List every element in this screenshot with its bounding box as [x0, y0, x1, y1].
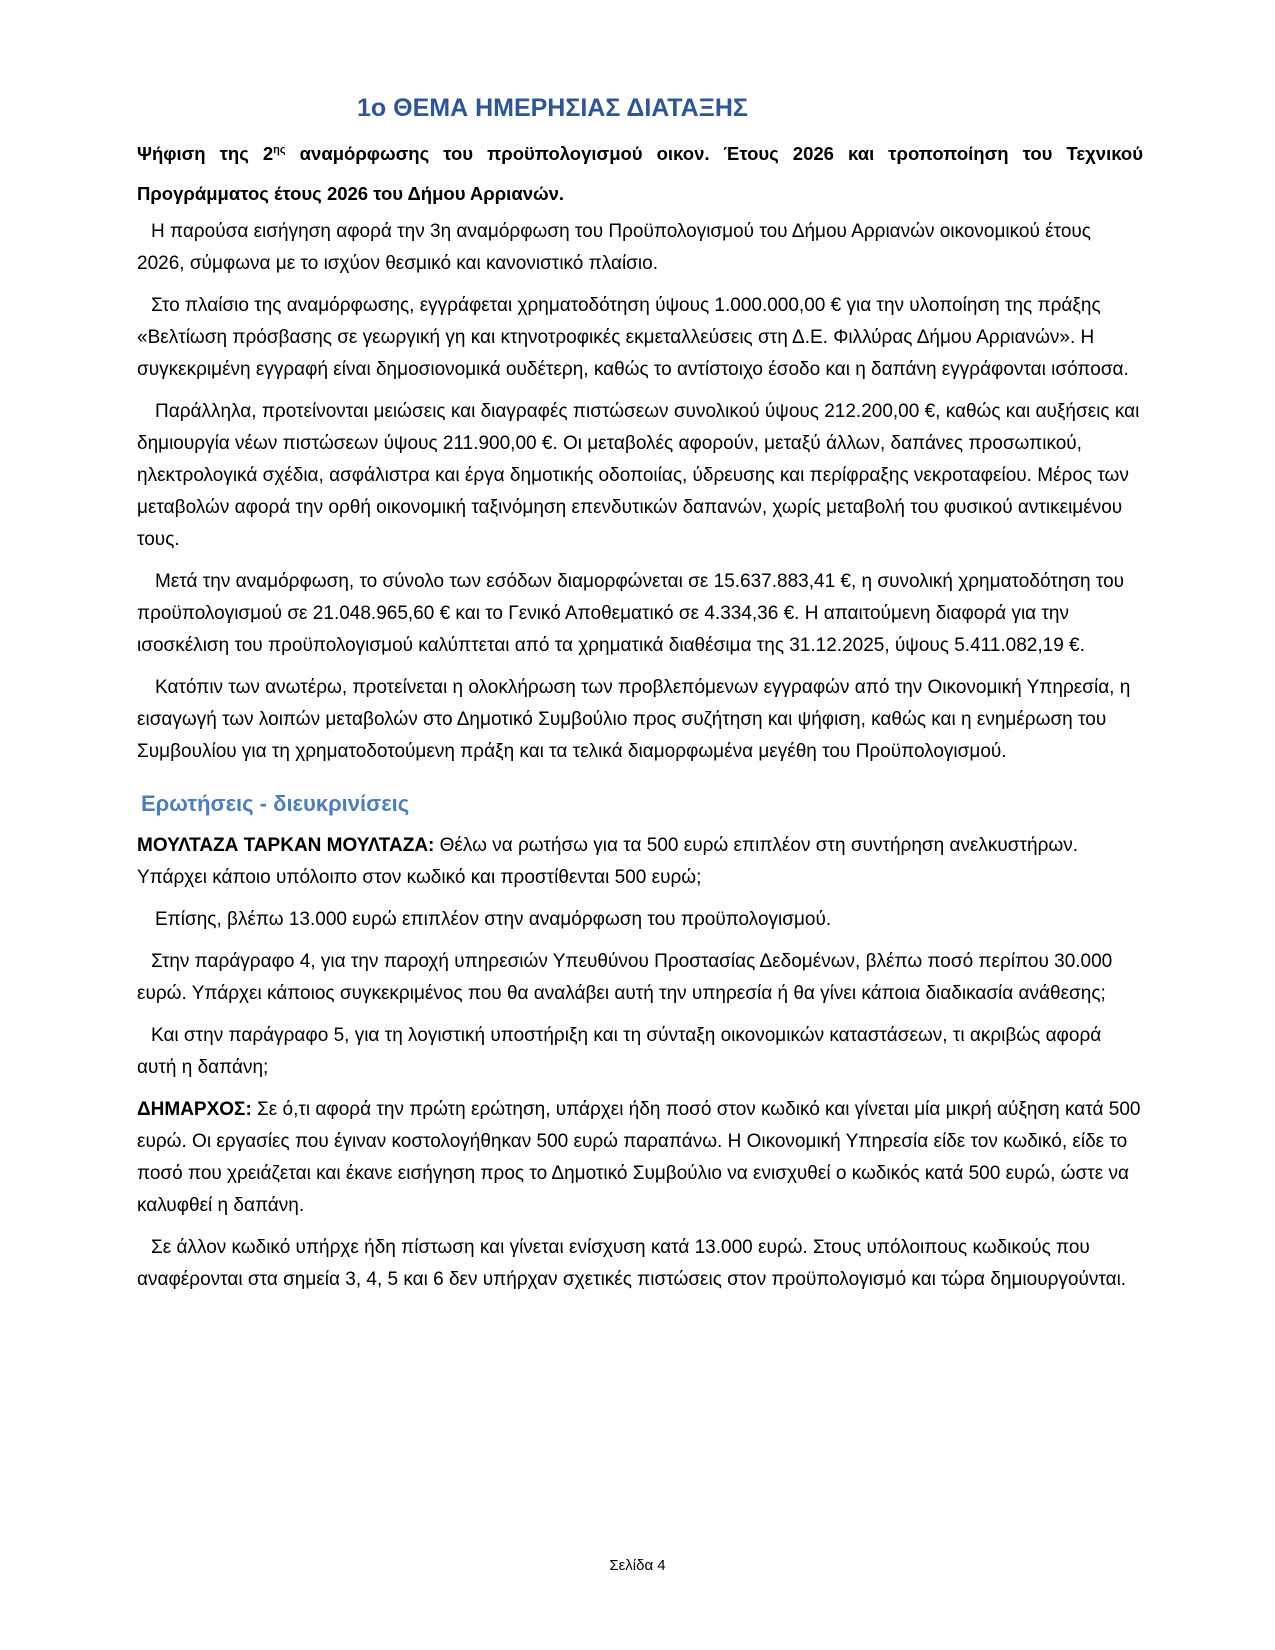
section-title: Ερωτήσεις - διευκρινίσεις	[141, 791, 410, 816]
qa-text: Επίσης, βλέπω 13.000 ευρώ επιπλέον στην αναμόρφωση του προϋπολογισμού.	[155, 909, 832, 930]
paragraph: Μετά την αναμόρφωση, το σύνολο των εσόδων διαμορφώνεται σε 15.637.883,41 €, η συνολική χρηματοδότηση του προϋπολογισμού σε 21.048.965,60 € και το Γενικό Αποθεματικό σε 4.334,36 €. Η απαιτούμενη διαφορά για την ισοσκέλιση του προϋπολογισμού καλύπτεται από τα χρηματικά διαθέσιμα της 31.12.2025, ύψους 5.411.082,19 €.	[137, 571, 1125, 656]
qa-text: Σε άλλον κωδικό υπήρχε ήδη πίστωση και γίνεται ενίσχυση κατά 13.000 ευρώ. Στους υπόλοιπους κωδικούς που αναφέρονται στα σημεία 3, 4, 5 και 6 δεν υπήρχαν σχετικές πιστώσεις στον προϋπολογισμό και τώρα δημιουργούνται.	[137, 1237, 1127, 1290]
subject-rest: αναμόρφωσης του προϋπολογισμού οικον. Έτους 2026 και τροποποίηση του Τεχνικού Προγράμματος έτους 2026 του Δήμου Αρριανών.	[137, 143, 1143, 204]
paragraph: Κατόπιν των ανωτέρω, προτείνεται η ολοκλήρωση των προβλεπόμενων εγγραφών από την Οικονομική Υπηρεσία, η εισαγωγή των λοιπών μεταβολών στο Δημοτικό Συμβούλιο προς συζήτηση και ψήφιση, καθώς και η ενημέρωση του Συμβουλίου για τη χρηματοδοτούμενη πράξη και τα τελικά διαμορφωμένα μεγέθη του Προϋπολογισμού.	[137, 677, 1131, 762]
paragraph: Η παρούσα εισήγηση αφορά την 3η αναμόρφωση του Προϋπολογισμού του Δήμου Αρριανών οικονομικού έτους 2026, σύμφωνα με το ισχύον θεσμικό και κανονιστικό πλαίσιο.	[137, 221, 1091, 274]
agenda-subject	[137, 134, 1143, 214]
agenda-heading: 1ο ΘΕΜΑ ΗΜΕΡΗΣΙΑΣ ΔΙΑΤΑΞΗΣ	[357, 94, 748, 122]
subject-superscript: ης	[273, 143, 286, 156]
page-number: Σελίδα 4	[609, 1557, 666, 1574]
qa-paragraph	[137, 946, 1143, 1010]
document-page	[137, 88, 1143, 1306]
qa-text: Και στην παράγραφο 5, για τη λογιστική υποστήριξη και τη σύνταξη οικονομικών καταστάσεων, τι ακριβώς αφορά αυτή η δαπάνη;	[137, 1025, 1102, 1078]
paragraph: Παράλληλα, προτείνονται μειώσεις και διαγραφές πιστώσεων συνολικού ύψους 212.200,00 €, καθώς και αυξήσεις και δημιουργία νέων πιστώσεων ύψους 211.900,00 €. Οι μεταβολές αφορούν, μεταξύ άλλων, δαπάνες προσωπικού, ηλεκτρολογικά σχέδια, ασφάλιστρα και έργα δημοτικής οδοποιίας, ύδρευσης και περίφραξης νεκροταφείου. Μέρος των μεταβολών αφορά την ορθή οικονομική ταξινόμηση επενδυτικών δαπανών, χωρίς μεταβολή του φυσικού αντικειμένου τους.	[137, 401, 1140, 550]
qa-paragraph	[137, 1232, 1143, 1296]
subject-prefix: Ψήφιση της 2	[137, 143, 274, 164]
qa-paragraph	[137, 830, 1143, 894]
qa-paragraph	[137, 1020, 1143, 1084]
qa-text: Στην παράγραφο 4, για την παροχή υπηρεσιών Υπευθύνου Προστασίας Δεδομένων, βλέπω ποσό περίπου 30.000 ευρώ. Υπάρχει κάποιος συγκεκριμένος που θα αναλάβει αυτή την υπηρεσία ή θα γίνει κάποια διαδικασία ανάθεσης;	[137, 951, 1113, 1004]
qa-text: Θέλω να ρωτήσω για τα 500 ευρώ επιπλέον στη συντήρηση ανελκυστήρων. Υπάρχει κάποιο υπόλοιπο στον κωδικό και προστίθενται 500 ευρώ;	[137, 835, 1079, 888]
qa-paragraph	[137, 1094, 1143, 1222]
qa-text: Σε ό,τι αφορά την πρώτη ερώτηση, υπάρχει ήδη ποσό στον κωδικό και γίνεται μία μικρή αύξηση κατά 500 ευρώ. Οι εργασίες που έγιναν κοστολογήθηκαν 500 ευρώ παραπάνω. Η Οικονομική Υπηρεσία είδε τον κωδικό, είδε το ποσό που χρειάζεται και έκανε εισήγηση προς το Δημοτικό Συμβούλιο να ενισχυθεί ο κωδικός κατά 500 ευρώ, ώστε να καλυφθεί η δαπάνη.	[137, 1099, 1141, 1216]
qa-paragraph	[137, 904, 1143, 936]
speaker-name: ΜΟΥΛΤΑΖΑ ΤΑΡΚΑΝ ΜΟΥΛΤΑΖΑ:	[137, 835, 435, 856]
paragraph: Στο πλαίσιο της αναμόρφωσης, εγγράφεται χρηματοδότηση ύψους 1.000.000,00 € για την υλοποίηση της πράξης «Βελτίωση πρόσβασης σε γεωργική γη και κτηνοτροφικές εκμεταλλεύσεις στη Δ.Ε. Φιλλύρας Δήμου Αρριανών». Η συγκεκριμένη εγγραφή είναι δημοσιονομικά ουδέτερη, καθώς το αντίστοιχο έσοδο και η δαπάνη εγγράφονται ισόποσα.	[137, 295, 1129, 380]
speaker-name: ΔΗΜΑΡΧΟΣ:	[137, 1099, 252, 1120]
